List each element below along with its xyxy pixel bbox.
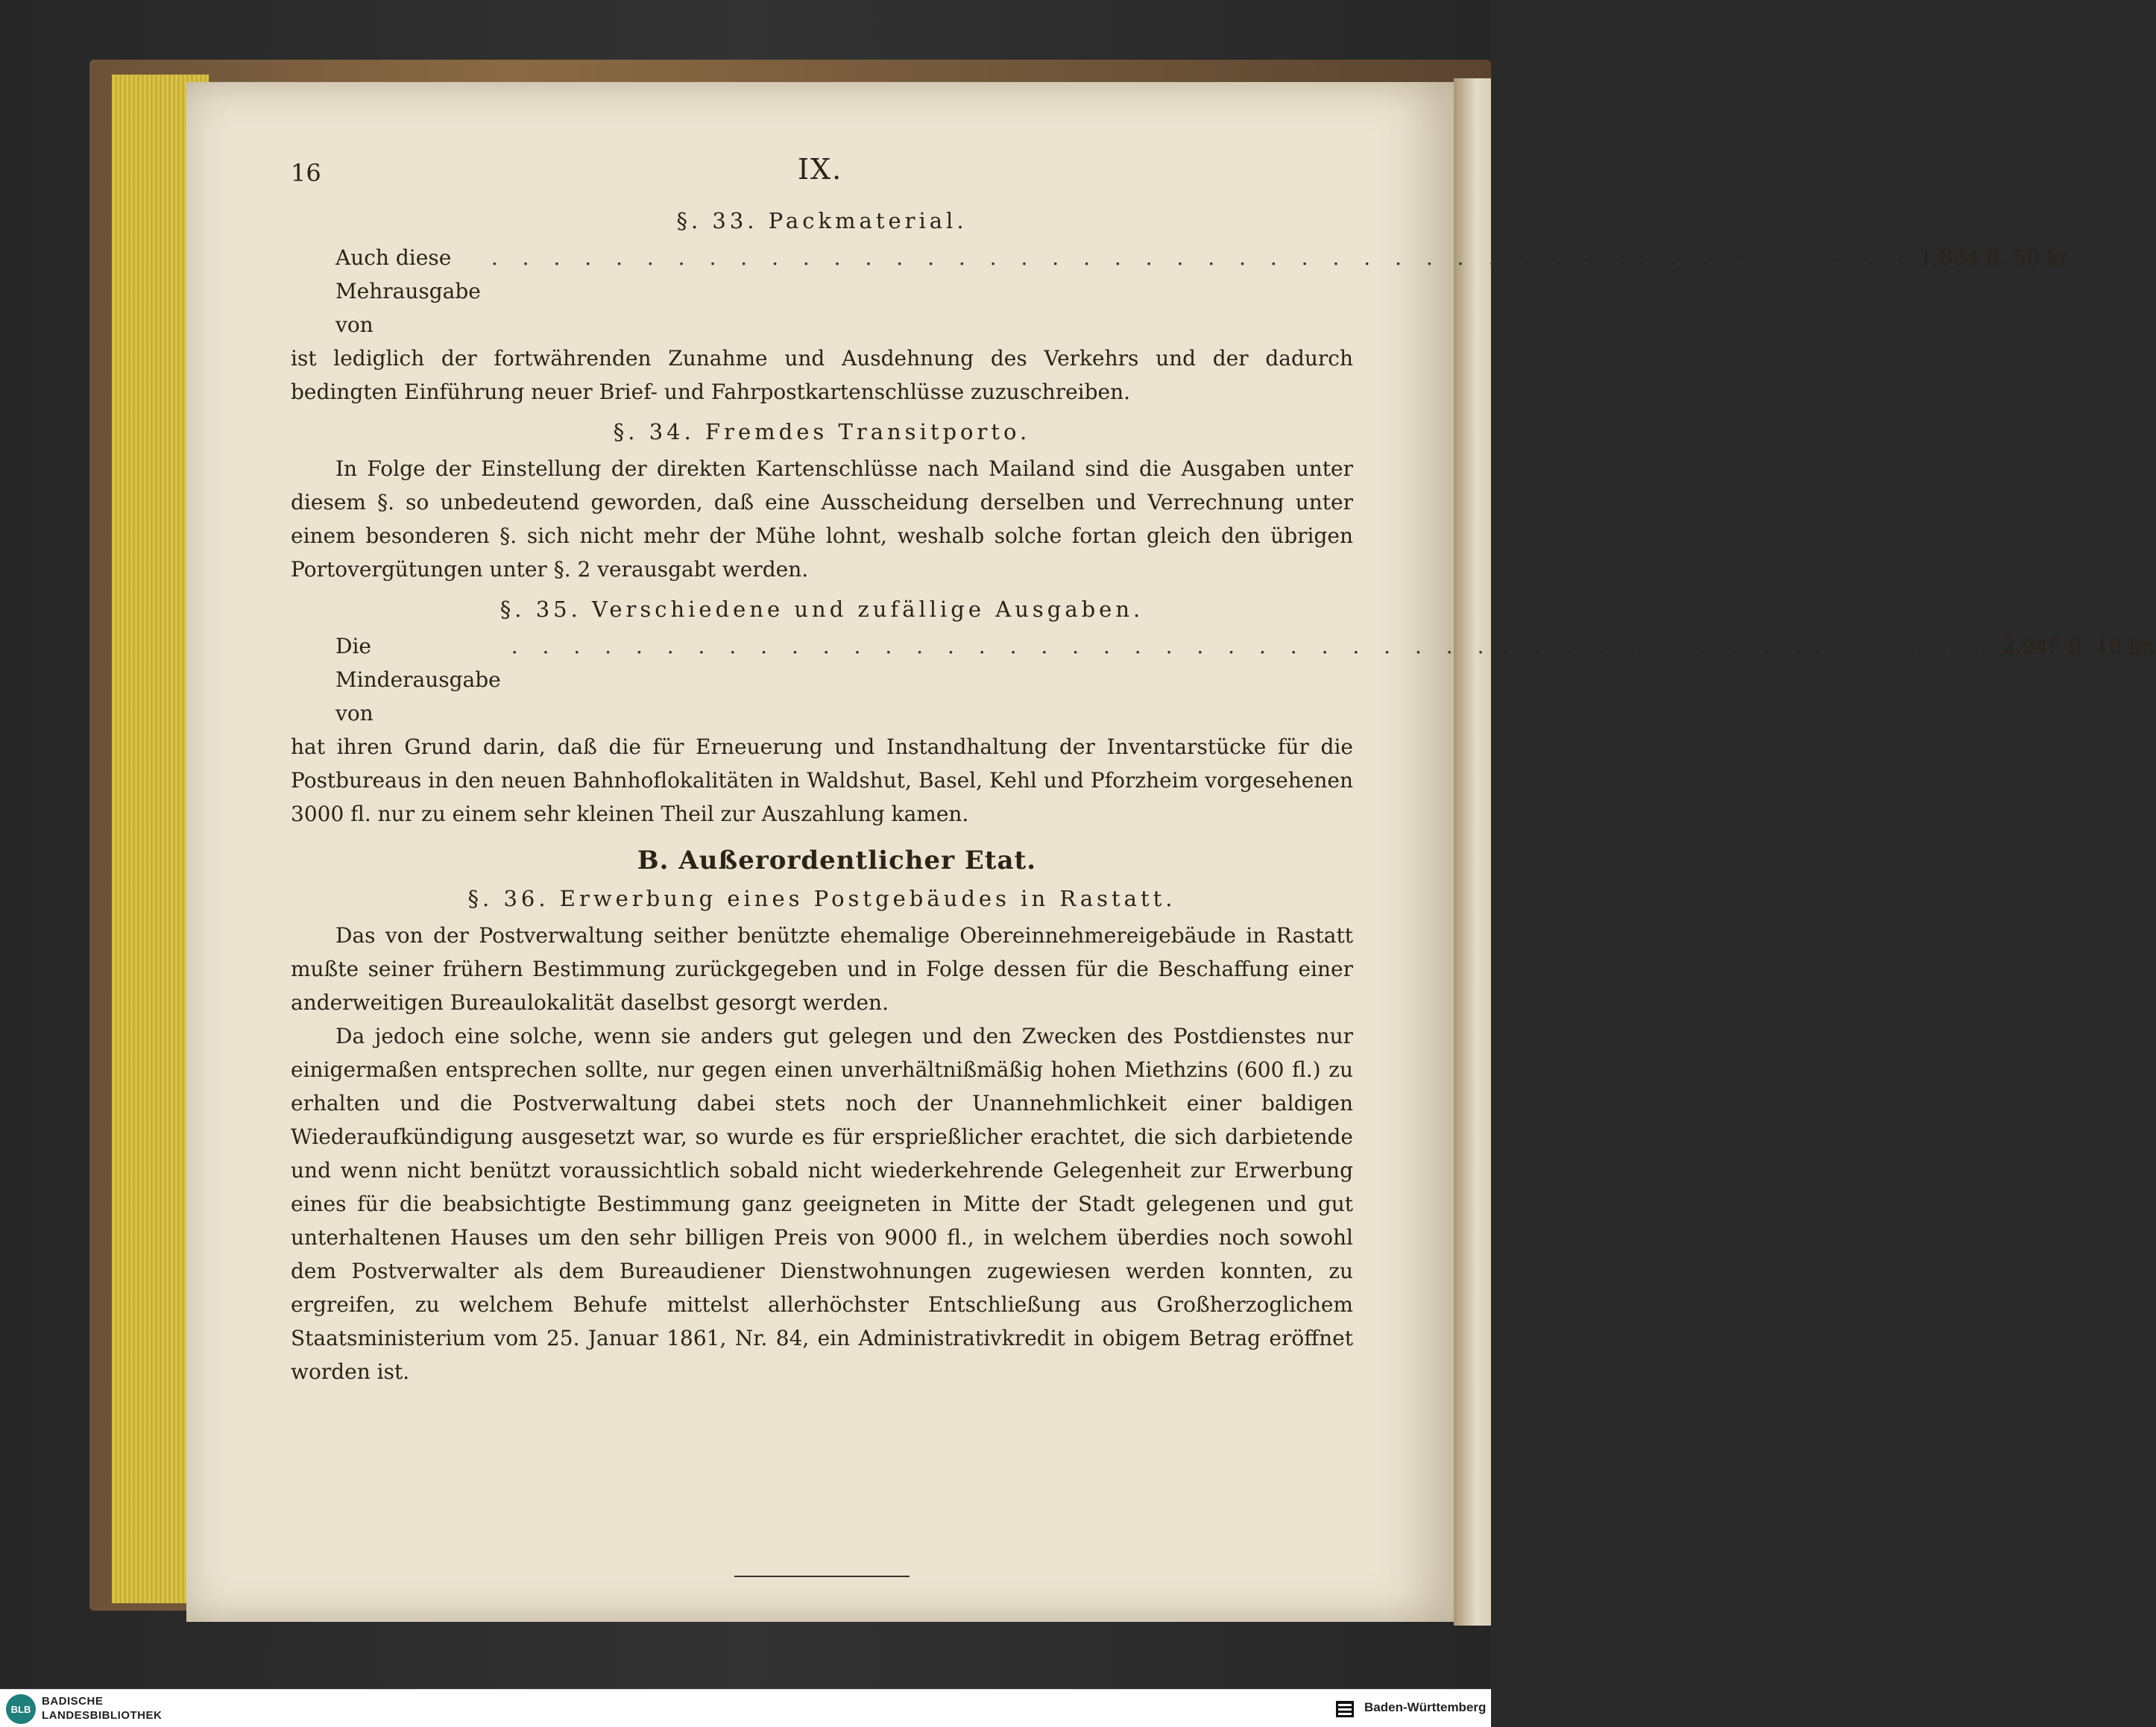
closing-rule bbox=[734, 1576, 910, 1577]
amount-value: 1,834 fl. 50 kr. bbox=[1919, 245, 2074, 270]
blb-name-line-1: BADISCHE bbox=[42, 1695, 104, 1708]
section-34-title: §. 34. Fremdes Transitporto. bbox=[613, 419, 1031, 444]
dot-leader: . . . . . . . . . . . . . . . . . . . . . . . . . . . . . . . . . . . . . . . . . . . . . . bbox=[491, 245, 1909, 270]
dot-leader: . . . . . . . . . . . . . . . . . . . . . . . . . . . . . . . . . . . . . . . . . . . . . . . . bbox=[511, 634, 1992, 658]
amount-label: Die Minderausgabe von bbox=[335, 634, 501, 726]
baden-wuerttemberg-name[interactable]: Baden-Württemberg bbox=[1364, 1700, 1487, 1714]
page-content bbox=[291, 153, 2156, 1388]
viewer-footer bbox=[0, 1689, 1491, 1727]
section-36-paragraph-1: Das von der Postverwaltung seither benützte ehemalige Obereinnehmereigebäude in Rastatt mußte seiner frühern Bestimmung zurückgegeben und in Folge dessen für die Beschaffung einer anderweitigen Bureaulokalität daselbst gesorgt werden. bbox=[291, 923, 1353, 1015]
section-35-title: §. 35. Verschiedene und zufällige Ausgaben. bbox=[499, 597, 1144, 622]
section-36-paragraph-2: Da jedoch eine solche, wenn sie anders gut gelegen und den Zwecken des Postdienstes nur einigermaßen entsprechen sollte, nur gegen einen unverhältnißmäßig hohen Miethzins (600 fl.) zu erhalten und die Postverwaltung dabei stets noch der Unannehmlichkeit einer baldigen Wiederaufkündigung ausgesetzt war, so wurde es für ersprießlicher erachtet, die sich darbietende und wenn nicht benützt voraussichtlich sobald nicht wiederkehrende Gelegenheit zur Erwerbung eines für die beabsichtigte Bestimmung ganz geeigneten in Mitte der Stadt gelegenen und gut unterhaltenen Hauses um den sehr billigen Preis von 9000 fl., in welchem überdies noch sowohl dem Postverwalter als dem Bureaudiener Dienstwohnungen zugewiesen werden konnten, zu ergreifen, zu welchem Behufe mittelst allerhöchster Entschließung aus Großherzoglichem Staatsministerium vom 25. Januar 1861, Nr. 84, ein Administrativkredit in obigem Betrag eröffnet worden ist. bbox=[291, 1024, 1353, 1384]
chapter-number: IX. bbox=[798, 153, 843, 186]
facing-page-edge bbox=[1454, 78, 1491, 1626]
baden-wuerttemberg-crest-icon bbox=[1334, 1699, 1355, 1720]
section-36-title: §. 36. Erwerbung eines Postgebäudes in Rastatt. bbox=[467, 886, 1176, 911]
section-33-text: ist lediglich der fortwährenden Zunahme und Ausdehnung des Verkehrs und der dadurch bedingten Einführung neuer Brief- und Fahrpostkartenschlüsse zuzuschreiben. bbox=[291, 346, 1353, 404]
blb-logo-icon[interactable]: BLB bbox=[6, 1694, 36, 1724]
section-34-text: In Folge der Einstellung der direkten Kartenschlüsse nach Mailand sind die Ausgaben unter diesem §. so unbedeutend geworden, daß eine Ausscheidung derselben und Verrechnung unter einem besonderen §. sich nicht mehr der Mühe lohnt, weshalb solche fortan gleich den übrigen Portovergütungen unter §. 2 verausgabt werden. bbox=[291, 456, 1353, 582]
section-33-amount-row bbox=[291, 241, 2074, 342]
part-b-title: B. Außerordentlicher Etat. bbox=[637, 846, 1037, 875]
page-header bbox=[291, 153, 1353, 198]
blb-name-line-2: LANDESBIBLIOTHEK bbox=[42, 1709, 163, 1722]
amount-value: 2,945 fl. 18 kr. bbox=[2002, 634, 2156, 658]
blb-name[interactable] bbox=[42, 1694, 162, 1723]
page-number: 16 bbox=[291, 159, 321, 187]
section-35-amount-row bbox=[291, 629, 2156, 730]
section-35-text: hat ihren Grund darin, daß die für Erneuerung und Instandhaltung der Inventarstücke für die Postbureaus in den neuen Bahnhoflokalitäten in Waldshut, Basel, Kehl und Pforzheim vorgesehenen 3000 fl. nur zu einem sehr kleinen Theil zur Auszahlung kamen. bbox=[291, 734, 1353, 826]
section-33-title: §. 33. Packmaterial. bbox=[676, 208, 968, 233]
amount-label: Auch diese Mehrausgabe von bbox=[335, 245, 481, 337]
